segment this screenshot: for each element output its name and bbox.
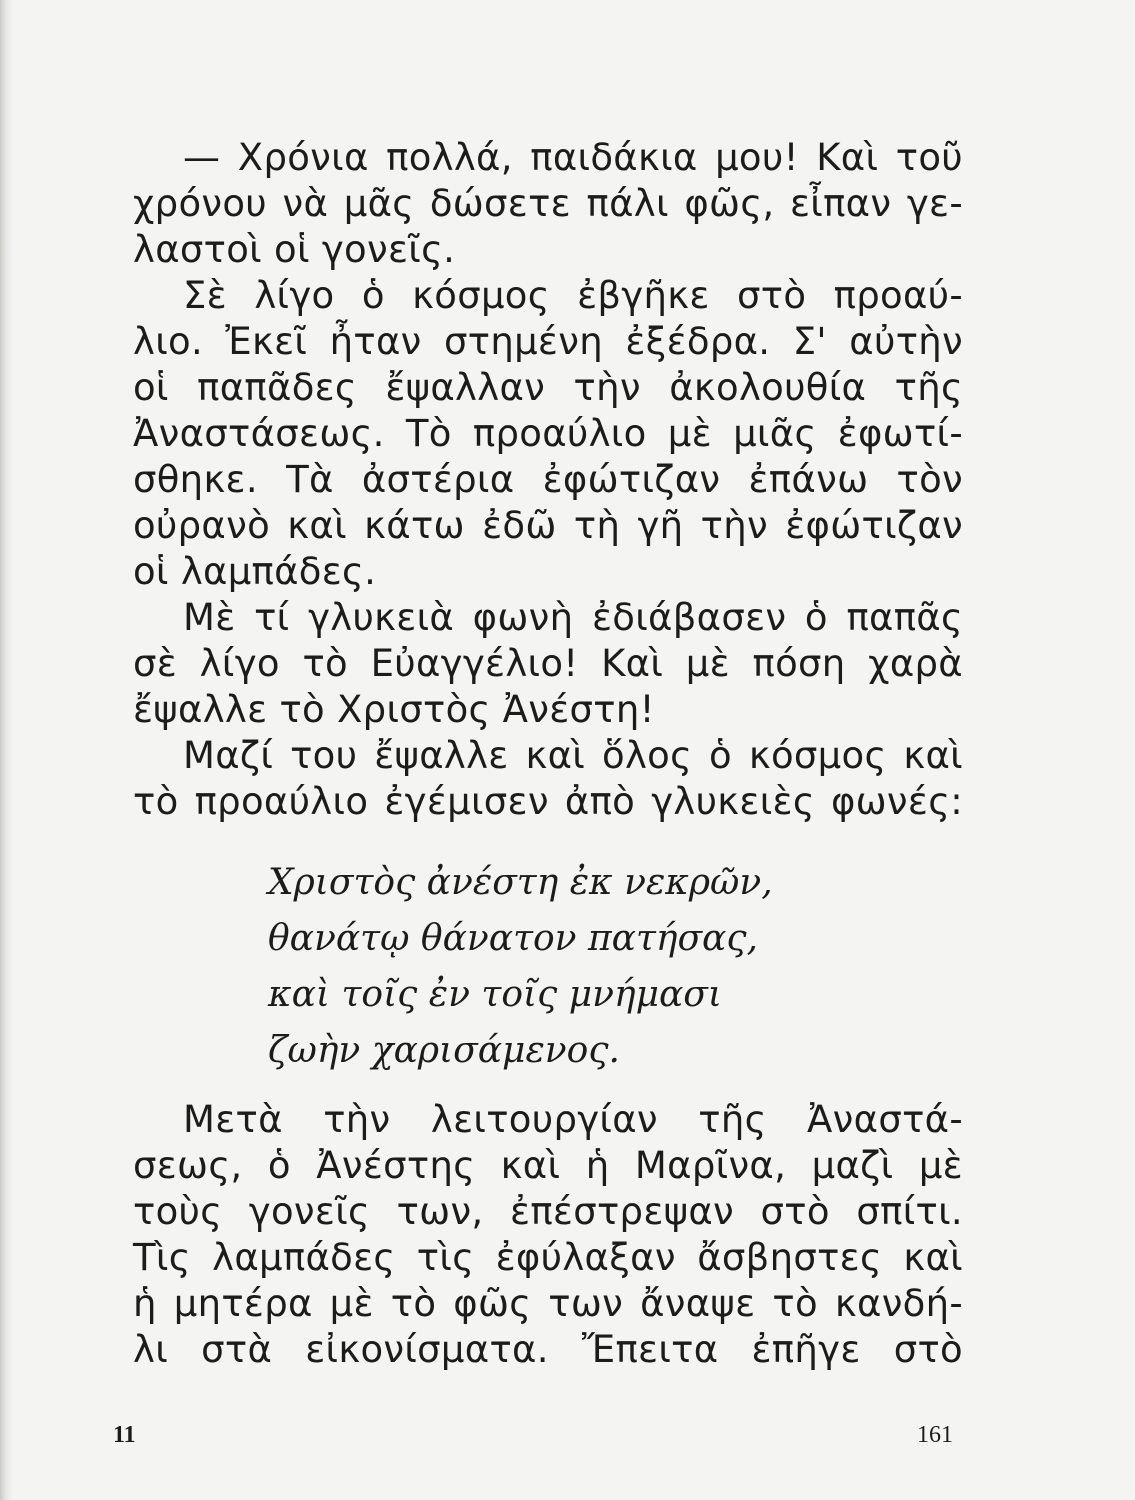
text-line: ἔψαλλε τὸ Χριστὸς Ἀνέστη! — [133, 688, 655, 731]
text-line: Μὲ τί γλυκειὰ φωνὴ ἐδιάβασεν ὁ παπᾶς — [183, 596, 963, 639]
page-binding-edge — [0, 0, 14, 1500]
text-line: ἡ μητέρα μὲ τὸ φῶς των ἄναψε τὸ κανδή- — [133, 1282, 963, 1325]
text-line: Τὶς λαμπάδες τὶς ἐφύλαξαν ἄσβηστες καὶ — [133, 1236, 963, 1279]
text-line: σὲ λίγο τὸ Εὐαγγέλιο! Καὶ μὲ πόση χαρὰ — [133, 642, 963, 685]
text-line: οἱ παπᾶδες ἔψαλλαν τὴν ἀκολουθία τῆς — [133, 366, 963, 409]
text-line: χρόνου νὰ μᾶς δώσετε πάλι φῶς, εἶπαν γε- — [133, 182, 963, 225]
hymn-line: ζωὴν χαρισάμενος. — [268, 1030, 620, 1071]
hymn-line: θανάτῳ θάνατον πατήσας, — [268, 918, 758, 959]
hymn-line: Χριστὸς ἀνέστη ἐκ νεκρῶν, — [268, 862, 773, 903]
text-line: λι στὰ εἰκονίσματα. Ἔπειτα ἐπῆγε στὸ — [133, 1328, 963, 1371]
hymn-line: καὶ τοῖς ἐν τοῖς μνήμασι — [268, 974, 722, 1015]
text-line: τοὺς γονεῖς των, ἐπέστρεψαν στὸ σπίτι. — [133, 1190, 963, 1233]
text-line: σεως, ὁ Ἀνέστης καὶ ἡ Μαρῖνα, μαζὶ μὲ — [133, 1144, 963, 1187]
text-line: Μετὰ τὴν λειτουργίαν τῆς Ἀναστά- — [183, 1098, 963, 1141]
signature-mark: 11 — [113, 1422, 136, 1448]
text-line: Μαζί του ἔψαλλε καὶ ὅλος ὁ κόσμος καὶ — [183, 734, 963, 777]
hymn-christos-anesti — [268, 855, 828, 1079]
page-number: 161 — [917, 1422, 953, 1448]
text-line: — Χρόνια πολλά, παιδάκια μου! Καὶ τοῦ — [183, 136, 963, 179]
text-line: οἱ λαμπάδες. — [133, 550, 377, 593]
text-line: Σὲ λίγο ὁ κόσμος ἐβγῆκε στὸ προαύ- — [183, 274, 963, 317]
text-line: λιο. Ἐκεῖ ἦταν στημένη ἐξέδρα. Σ' αὐτὴν — [133, 320, 963, 363]
text-line: τὸ προαύλιο ἐγέμισεν ἀπὸ γλυκειὲς φωνές: — [133, 780, 963, 823]
text-line: σθηκε. Τὰ ἀστέρια ἐφώτιζαν ἐπάνω τὸν — [133, 458, 963, 501]
text-line: Ἀναστάσεως. Τὸ προαύλιο μὲ μιᾶς ἐφωτί- — [133, 412, 963, 455]
body-text-top — [133, 135, 963, 825]
body-text-bottom — [133, 1097, 963, 1373]
text-line: λαστοὶ οἱ γονεῖς. — [133, 228, 456, 271]
text-line: οὐρανὸ καὶ κάτω ἐδῶ τὴ γῆ τὴν ἐφώτιζαν — [133, 504, 963, 547]
